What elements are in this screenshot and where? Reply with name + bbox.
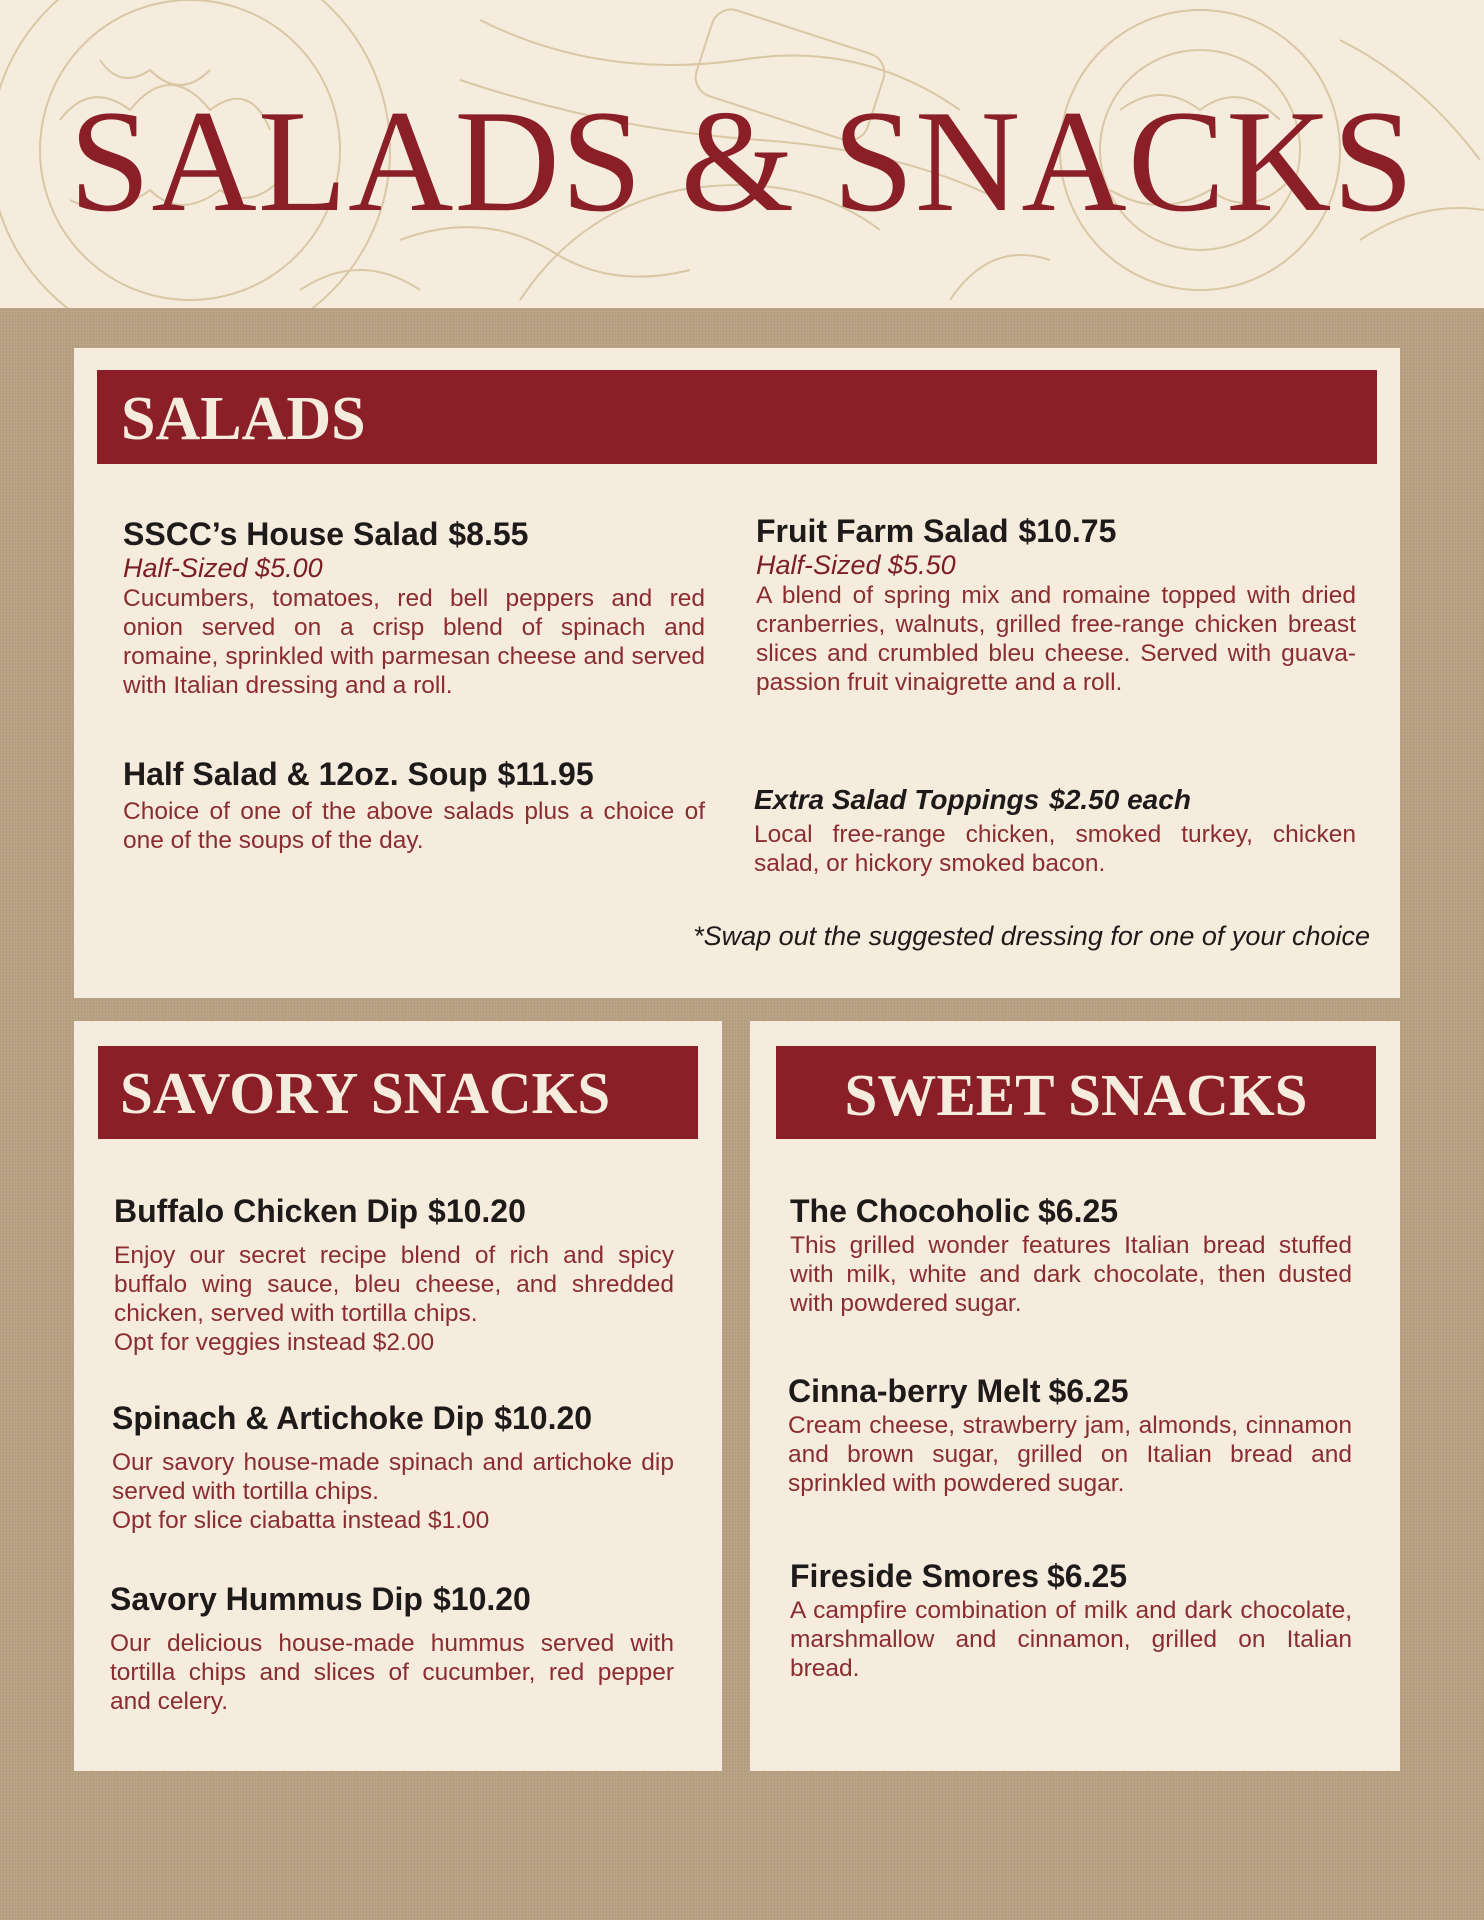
item-name: The Chocoholic: [790, 1193, 1030, 1229]
item-price: $8.55: [448, 516, 529, 552]
menu-item-savory-hummus-dip: [110, 1581, 674, 1716]
savory-snacks-panel: [74, 1021, 722, 1771]
item-price: $11.95: [497, 756, 594, 792]
item-price: $6.25: [1047, 1558, 1128, 1594]
menu-item-the-chocoholic: [790, 1193, 1352, 1318]
item-option: Opt for slice ciabatta instead $1.00: [112, 1506, 490, 1534]
item-description: Enjoy our secret recipe blend of rich and spicy buffalo wing sauce, bleu cheese, and shredded chicken, served with tortilla chips.: [114, 1241, 674, 1327]
item-title: [790, 1558, 1352, 1595]
item-option: Opt for veggies instead $2.00: [114, 1328, 435, 1356]
item-price: $10.20: [494, 1400, 593, 1436]
dressing-note: *Swap out the suggested dressing for one of your choice: [693, 921, 1370, 951]
sweet-snacks-heading: SWEET SNACKS: [776, 1046, 1376, 1139]
item-title: [123, 756, 705, 793]
salads-heading: SALADS: [97, 370, 1377, 464]
header: [0, 0, 1484, 308]
salads-panel: [74, 348, 1400, 998]
item-name: Cinna-berry Melt: [788, 1373, 1041, 1409]
item-price: $6.25: [1048, 1373, 1129, 1409]
item-price: $6.25: [1038, 1193, 1119, 1229]
item-description: Our savory house-made spinach and artichoke dip served with tortilla chips.: [112, 1448, 674, 1505]
item-title: [112, 1400, 674, 1437]
item-title: [756, 513, 1356, 550]
menu-item-fireside-smores: [790, 1558, 1352, 1683]
item-title: [790, 1193, 1352, 1230]
item-name: SSCC’s House Salad: [123, 516, 439, 552]
menu-item-extra-toppings: [754, 784, 1356, 878]
item-title: [788, 1373, 1352, 1410]
item-description: This grilled wonder features Italian bread stuffed with milk, white and dark chocolate, then dusted with powdered sugar.: [790, 1231, 1352, 1317]
menu-item-cinna-berry-melt: [788, 1373, 1352, 1498]
half-size-price: Half-Sized $5.50: [756, 549, 956, 580]
item-description: Local free-range chicken, smoked turkey, chicken salad, or hickory smoked bacon.: [754, 821, 1356, 877]
sweet-snacks-panel: [750, 1021, 1400, 1771]
item-title: [754, 784, 1356, 816]
item-name: Spinach & Artichoke Dip: [112, 1400, 485, 1436]
item-price: $10.20: [432, 1581, 531, 1617]
item-title: [114, 1193, 674, 1230]
item-title: [110, 1581, 674, 1618]
item-name: Half Salad & 12oz. Soup: [123, 756, 488, 792]
menu-item-fruit-farm-salad: [756, 513, 1356, 697]
item-name: Buffalo Chicken Dip: [114, 1193, 419, 1229]
item-description: Choice of one of the above salads plus a choice of one of the soups of the day.: [123, 797, 705, 854]
item-description: Cream cheese, strawberry jam, almonds, cinnamon and brown sugar, grilled on Italian bread and sprinkled with powdered sugar.: [788, 1411, 1352, 1497]
item-name: Fruit Farm Salad: [756, 513, 1009, 549]
item-description: A blend of spring mix and romaine topped with dried cranberries, walnuts, grilled free-range chicken breast slices and crumbled bleu cheese. Served with guava-passion fruit vinaigrette and a roll.: [756, 581, 1356, 696]
menu-item-buffalo-chicken-dip: [114, 1193, 674, 1357]
item-name: Extra Salad Toppings: [754, 784, 1040, 815]
menu-item-spinach-artichoke-dip: [112, 1400, 674, 1535]
savory-snacks-heading: SAVORY SNACKS: [98, 1046, 698, 1139]
item-price: $10.75: [1018, 513, 1117, 549]
item-name: Fireside Smores: [790, 1558, 1039, 1594]
menu-item-house-salad: [123, 516, 705, 700]
half-size-price: Half-Sized $5.00: [123, 552, 323, 583]
item-description: A campfire combination of milk and dark chocolate, marshmallow and cinnamon, grilled on Italian bread.: [790, 1596, 1352, 1682]
item-description: Cucumbers, tomatoes, red bell peppers and red onion served on a crisp blend of spinach and romaine, sprinkled with parmesan cheese and served with Italian dressing and a roll.: [123, 584, 705, 699]
item-name: Savory Hummus Dip: [110, 1581, 423, 1617]
item-price: $10.20: [428, 1193, 526, 1229]
item-title: [123, 516, 705, 553]
menu-item-half-salad-soup: [123, 756, 705, 855]
page-title: SALADS & SNACKS: [69, 80, 1415, 242]
item-description: Our delicious house-made hummus served with tortilla chips and slices of cucumber, red pepper and celery.: [110, 1629, 674, 1715]
item-price: $2.50 each: [1049, 784, 1191, 815]
